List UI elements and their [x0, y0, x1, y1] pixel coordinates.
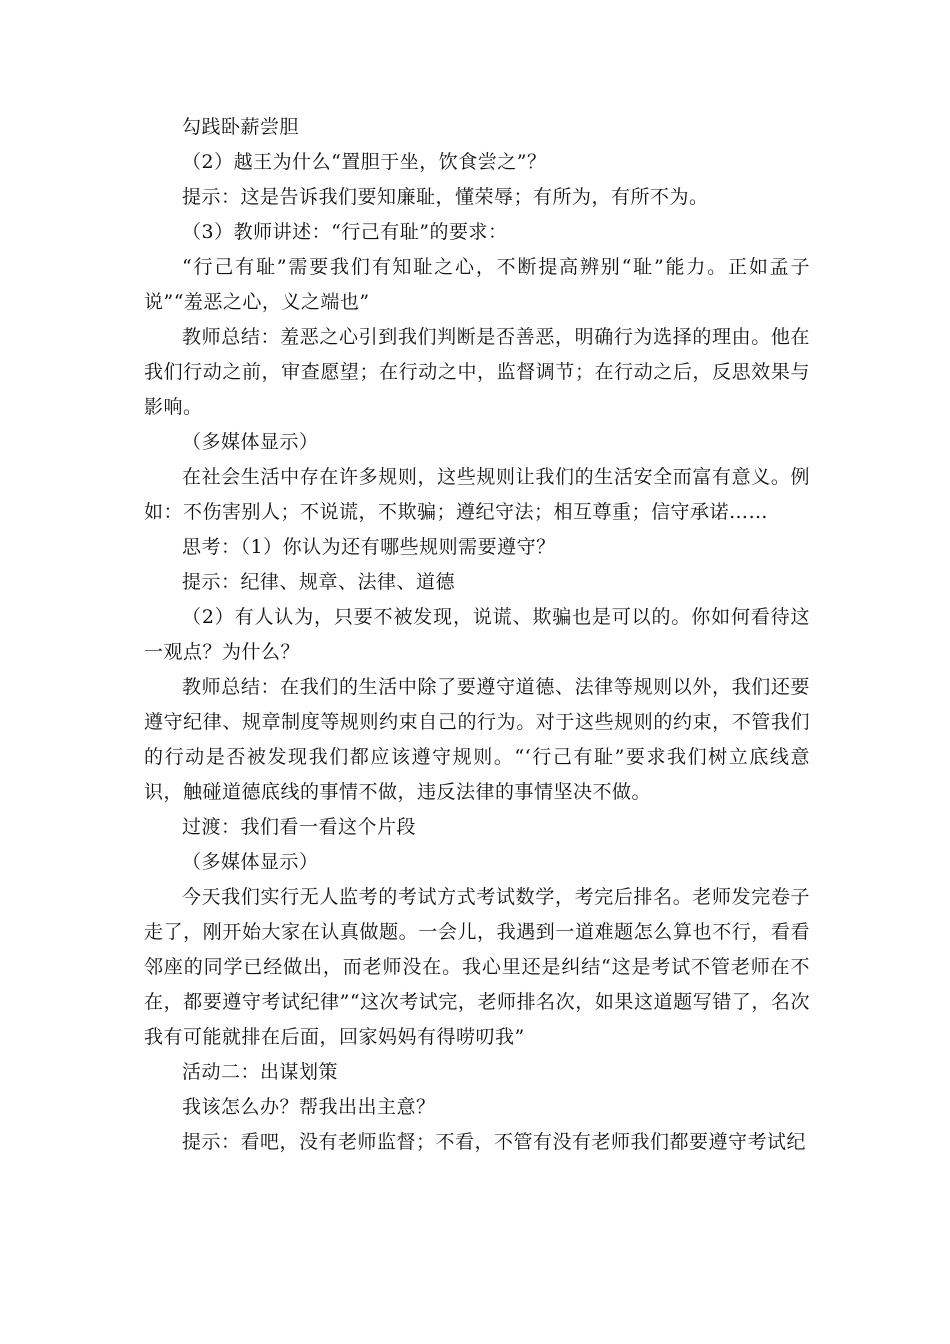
paragraph: 过渡：我们看一看这个片段 — [182, 816, 417, 838]
paragraph: （多媒体显示） — [182, 851, 319, 873]
paragraph: 提示：看吧，没有老师监督；不看，不管有没有老师我们都要遵守考试纪 — [182, 1131, 807, 1153]
paragraph: 勾践卧薪尝胆 — [182, 116, 300, 138]
paragraph: （2）有人认为，只要不被发现，说谎、欺骗也是可以的。你如何看待这一观点？为什么？ — [144, 606, 810, 663]
paragraph: 提示：纪律、规章、法律、道德 — [182, 571, 456, 593]
document-body — [144, 110, 810, 1160]
paragraph: 教师总结：羞恶之心引到我们判断是否善恶，明确行为选择的理由。他在我们行动之前，审查愿望；在行动之中，监督调节；在行动之后，反思效果与影响。 — [144, 326, 810, 418]
paragraph: 在社会生活中存在许多规则，这些规则让我们的生活安全而富有意义。例如：不伤害别人；不说谎，不欺骗；遵纪守法；相互尊重；信守承诺…… — [144, 466, 810, 523]
paragraph: 活动二：出谋划策 — [182, 1061, 339, 1083]
paragraph: 思考：（1）你认为还有哪些规则需要遵守？ — [182, 536, 556, 558]
paragraph: （3）教师讲述：“行己有耻”的要求： — [182, 221, 508, 243]
paragraph: （2）越王为什么“置胆于坐，饮食尝之”？ — [182, 151, 547, 173]
paragraph: 教师总结：在我们的生活中除了要遵守道德、法律等规则以外，我们还要遵守纪律、规章制度等规则约束自己的行为。对于这些规则的约束，不管我们的行动是否被发现我们都应该遵守规则。“‘行己有耻”要求我们树立底线意识，触碰道德底线的事情不做，违反法律的事情坚决不做。 — [144, 676, 810, 803]
paragraph: “行己有耻”需要我们有知耻之心，不断提高辨别“耻”能力。正如孟子说”“羞恶之心，义之端也” — [144, 256, 810, 313]
paragraph: 今天我们实行无人监考的考试方式考试数学，考完后排名。老师发完卷子走了，刚开始大家在认真做题。一会儿，我遇到一道难题怎么算也不行，看看邻座的同学已经做出，而老师没在。我心里还是纠结“这是考试不管老师在不在，都要遵守考试纪律”“这次考试完，老师排名次，如果这道题写错了，名次我有可能就排在后面，回家妈妈有得唠叨我” — [144, 886, 810, 1048]
paragraph: 提示：这是告诉我们要知廉耻，懂荣辱；有所为，有所不为。 — [182, 186, 709, 208]
paragraph: 我该怎么办？帮我出出主意？ — [182, 1096, 436, 1118]
paragraph: （多媒体显示） — [182, 431, 319, 453]
